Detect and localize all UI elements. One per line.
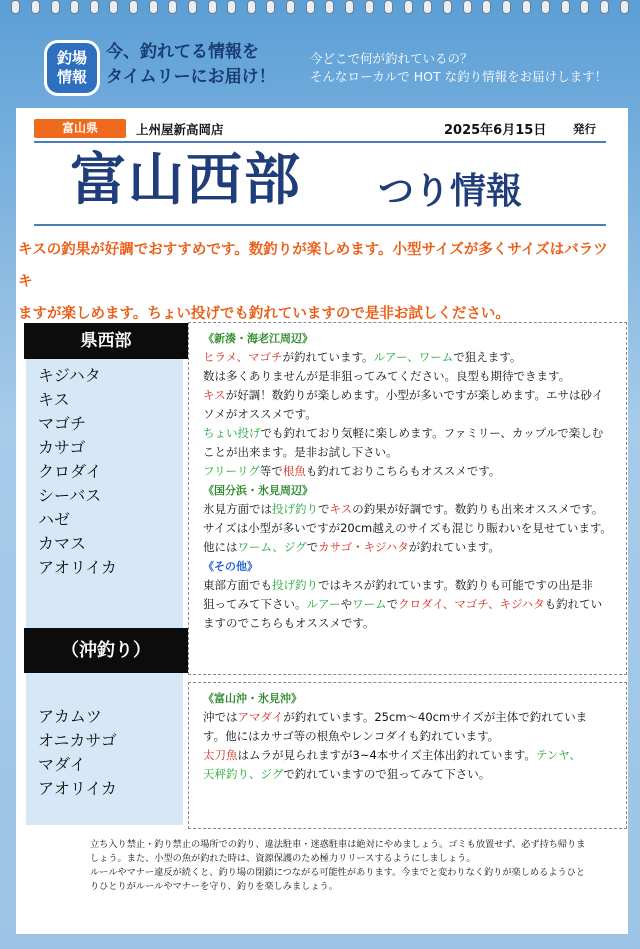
fish-list-offshore — [38, 705, 117, 801]
area-heading: 《富山沖・氷見沖》 — [203, 692, 302, 705]
report-line: ソメがオススメです。 — [203, 407, 317, 421]
highlight-fish: ヒラメ、マゴチ — [203, 350, 283, 364]
area-heading: 《新湊・海老江周辺》 — [203, 332, 313, 345]
area-heading: 《その他》 — [203, 560, 258, 573]
text-run: 氷見方面では — [203, 502, 272, 516]
note-line: りひとりがルールやマナーを守り、釣りを楽しみましょう。 — [90, 881, 338, 892]
text-run: で — [386, 597, 399, 611]
highlight-method: ワーム — [352, 597, 387, 611]
text-run: が釣れています。 — [408, 540, 500, 554]
highlight-method: フリーリグ — [203, 464, 260, 478]
report-line — [203, 746, 616, 765]
highlight-method: 投げ釣り — [272, 502, 318, 516]
highlight-method: ちょい投げ — [203, 426, 261, 440]
report-line — [203, 595, 616, 614]
slogan — [106, 40, 306, 90]
page-subtitle: つり情報 — [378, 171, 523, 212]
issue-date: 2025年6月15日 — [444, 123, 547, 138]
list-item: マゴチ — [38, 414, 87, 433]
report-line — [203, 538, 616, 557]
tagline — [310, 50, 640, 86]
section-heading-offshore: （沖釣り） — [24, 628, 188, 673]
highlight-method: ワーム、ジグ — [237, 540, 307, 554]
intro-line-2: ますが楽しめます。ちょい投げでも釣れていますので是非お試しください。 — [18, 306, 510, 322]
report-box-west — [188, 322, 627, 675]
report-line: サイズは小型が多いですが20cm越えのサイズも混じり賑わいを見せています。 — [203, 521, 612, 535]
highlight-fish: 根魚 — [282, 464, 306, 478]
page-title: 富山西部 — [70, 148, 302, 213]
report-line: ますのでこちらもオススメです。 — [203, 616, 375, 630]
highlight-method: ルアー、ワーム — [373, 350, 454, 364]
text-run: はムラが見られますが3~4本サイズ主体出釣れています。 — [237, 748, 536, 762]
fishing-info-badge — [44, 40, 100, 96]
text-run: や — [340, 597, 353, 611]
text-run: で釣れていますので狙ってみて下さい。 — [283, 767, 491, 781]
highlight-fish: クロダイ、マゴチ、キジハタ — [398, 597, 545, 611]
text-run: が好調！数釣りが楽しめます。小型が多いですが楽しめます。エサは砂イ — [225, 388, 604, 402]
tagline-line-1: 今どこで何が釣れているの？ — [310, 51, 473, 66]
list-item: マダイ — [38, 755, 86, 774]
slogan-line-1: 今、釣れてる情報を — [106, 42, 259, 62]
report-line — [203, 500, 616, 519]
report-line — [203, 576, 616, 595]
list-item: アカムツ — [38, 707, 102, 726]
area-heading: 《国分浜・氷見周辺》 — [203, 484, 313, 497]
highlight-fish: キス — [329, 502, 353, 516]
text-run: で — [306, 540, 319, 554]
list-item: カマス — [38, 534, 87, 553]
report-box-offshore — [188, 682, 627, 829]
report-line: ことが出来ます。是非お試し下さい。 — [203, 445, 398, 459]
note-line: 立ち入り禁止・釣り禁止の場所での釣り、違法駐車・迷惑駐車は絶対にやめましょう。ゴミも放置せず、必ず持ち帰りま — [90, 839, 586, 850]
text-run: 等で — [259, 464, 283, 478]
text-run: 狙ってみて下さい。 — [203, 597, 307, 611]
report-line: 数は多くありませんが是非狙ってみてください。良型も期待できます。 — [203, 369, 571, 383]
list-item: キス — [38, 390, 70, 409]
text-run: 沖では — [203, 710, 238, 724]
list-item: キジハタ — [38, 366, 101, 385]
report-line — [203, 348, 616, 367]
highlight-method: テンヤ、 — [535, 748, 581, 762]
report-line: す。他にはカサゴ等の根魚やレンコダイも釣れています。 — [203, 729, 500, 743]
list-item: ハゼ — [38, 510, 71, 529]
binder-rings — [0, 0, 640, 14]
highlight-fish: 太刀魚 — [203, 748, 238, 762]
text-run: も釣れてい — [544, 597, 603, 611]
badge-line-1: 釣場 — [56, 49, 87, 67]
text-run: で狙えます。 — [453, 350, 522, 364]
issued-label: 発行 — [573, 122, 596, 136]
text-run: も釣れておりこちらもオススメです。 — [305, 464, 501, 478]
list-item: アオリイカ — [38, 779, 117, 798]
report-line — [203, 708, 616, 727]
section-heading-west: 県西部 — [24, 323, 188, 359]
text-run: が釣れています。25cm～40cmサイズが主体で釣れていま — [283, 710, 588, 724]
masthead-divider — [34, 141, 606, 143]
badge-line-2: 情報 — [56, 68, 87, 86]
highlight-fish: キス — [203, 388, 226, 402]
text-run: で — [318, 502, 330, 516]
text-run: が釣れています。 — [282, 350, 374, 364]
prefecture-badge: 富山県 — [34, 119, 126, 138]
etiquette-notes — [90, 838, 610, 894]
list-item: オニカサゴ — [38, 731, 117, 750]
note-line: ルールやマナー違反が続くと、釣り場の閉鎖につながる可能性があります。今までと変わりなく釣りが楽しめるようひと — [90, 867, 586, 878]
store-name: 上州屋新高岡店 — [136, 122, 224, 137]
intro-text — [18, 234, 622, 330]
list-item: シーバス — [38, 486, 102, 505]
slogan-line-2: タイムリーにお届け！ — [106, 67, 276, 87]
fish-list-west — [38, 364, 117, 580]
report-line — [203, 462, 616, 481]
note-line: しょう。また、小型の魚が釣れた時は、資源保護のため極力リリースするようにしましょう。 — [90, 853, 476, 864]
text-run: でも釣れており気軽に楽しめます。ファミリー、カップルで楽しむ — [260, 426, 604, 440]
highlight-fish: アマダイ — [237, 710, 284, 724]
report-line — [203, 386, 616, 405]
text-run: の釣果が好調です。数釣りも出来オススメです。 — [352, 502, 604, 516]
list-item: アオリイカ — [38, 558, 117, 577]
highlight-method: 天秤釣り、ジグ — [203, 767, 284, 781]
intro-line-1: キスの釣果が好調でおすすめです。数釣りが楽しめます。小型サイズが多くサイズはバラツキ — [18, 242, 608, 290]
report-line — [203, 765, 616, 784]
highlight-method: 投げ釣り — [272, 578, 318, 592]
text-run: ではキスが釣れています。数釣りも可能ですの出是非 — [318, 578, 593, 592]
highlight-method: ルアー — [306, 597, 341, 611]
title-divider — [34, 224, 606, 226]
highlight-fish: カサゴ・キジハタ — [318, 540, 409, 554]
report-line — [203, 424, 616, 443]
list-item: カサゴ — [38, 438, 86, 457]
tagline-line-2: そんなローカルで HOT な釣り情報をお届けします！ — [310, 69, 608, 84]
text-run: 他には — [203, 540, 238, 554]
list-item: クロダイ — [38, 462, 102, 481]
text-run: 東部方面でも — [203, 578, 272, 592]
